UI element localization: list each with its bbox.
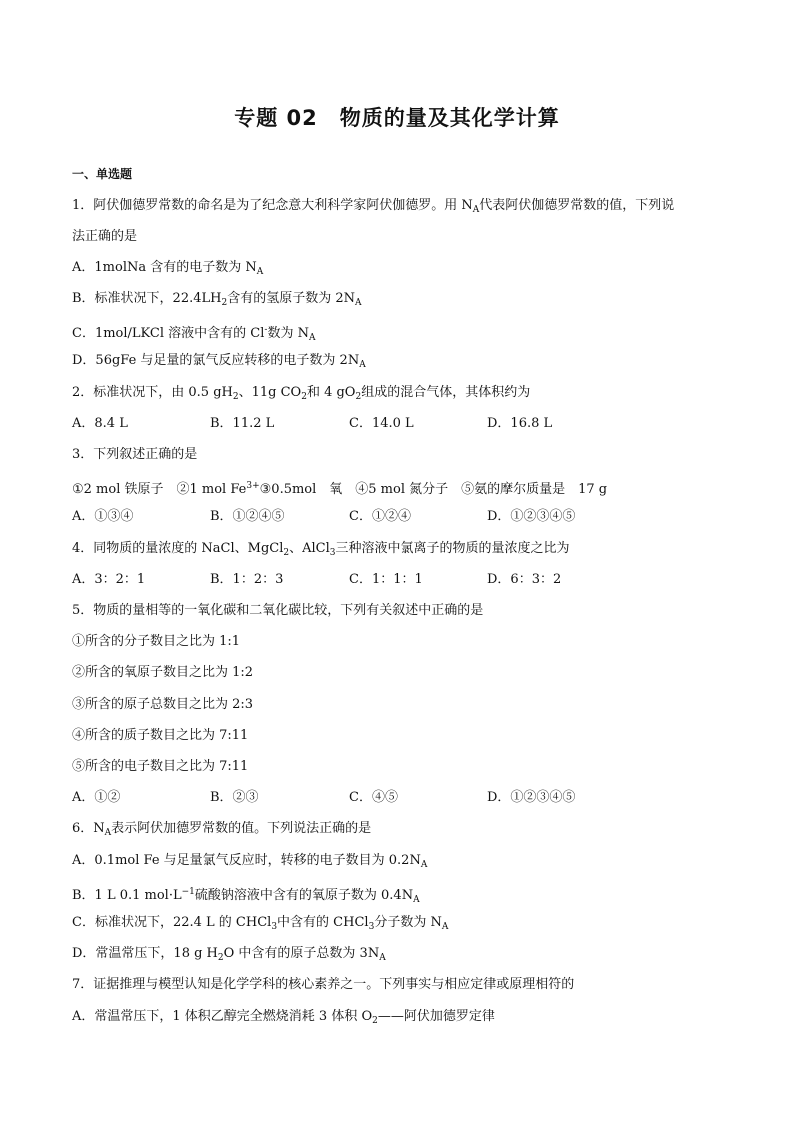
question-3-option-b: B．①②④⑤ xyxy=(210,509,285,524)
question-5-item-2: ②所含的氧原子数目之比为 1:2 xyxy=(72,665,254,680)
question-6-stem: 6．$N_A$表示阿伏加德罗常数的值。下列说法正确的是 xyxy=(72,821,372,838)
question-1-option-c: C．1mol/LKCl 溶液中含有的 Cl-数为 $N_A$ xyxy=(72,325,316,343)
question-1-stem: 1．阿伏伽德罗常数的命名是为了纪念意大利科学家阿伏伽德罗。用 $N_A$代表阿伏伽德罗常数的值，下列说 xyxy=(72,198,675,215)
question-6-option-a: A．0.1mol Fe 与足量氯气反应时，转移的电子数目为 $0.2N_A$ xyxy=(72,853,428,870)
question-2-option-d: D．16.8 L xyxy=(487,416,553,431)
question-2-option-b: B．11.2 L xyxy=(210,416,275,431)
question-5-option-b: B．②③ xyxy=(210,790,259,805)
question-2-stem: 2．标准状况下，由 0.5 $gH_2$、11g $CO_2$和 4 $gO_2$组成的混合气体，其体积约为 xyxy=(72,385,531,402)
section-heading: 一、单选题 xyxy=(72,167,133,181)
question-1-option-b: B．标准状况下，$22.4LH_2$含有的氢原子数为 $2N_A$ xyxy=(72,291,362,308)
question-4-option-d: D．6：3：2 xyxy=(487,572,562,587)
question-3-option-c: C．①②④ xyxy=(349,509,411,524)
question-4-option-b: B．1：2：3 xyxy=(210,572,284,587)
question-6-option-c: C．标准状况下，22.4 L 的 CHCl$_3$中含有的 CHCl$_3$分子数为 $N_A$ xyxy=(72,915,449,932)
question-3-option-d: D．①②③④⑤ xyxy=(487,509,576,524)
question-3-items: ①2 mol 铁原子 ②1 mol $Fe^{3+}③0.5mol$ 氧 ④5 mol 氮分子 ⑤氨的摩尔质量是 17 g xyxy=(72,481,608,497)
question-4-option-c: C．1：1：1 xyxy=(349,572,423,587)
page-title: 专题 02 物质的量及其化学计算 xyxy=(234,106,560,130)
question-3-option-a: A．①③④ xyxy=(72,509,134,524)
question-5-stem: 5．物质的量相等的一氧化碳和二氧化碳比较，下列有关叙述中正确的是 xyxy=(72,603,484,618)
question-1-option-a: A．1molNa 含有的电子数为 $N_A$ xyxy=(72,260,264,277)
question-2-option-c: C．14.0 L xyxy=(349,416,414,431)
question-4-option-a: A．3：2：1 xyxy=(72,572,146,587)
question-4-stem: 4．同物质的量浓度的 NaCl、MgCl$_2$、AlCl$_3$三种溶液中氯离子的物质的量浓度之比为 xyxy=(72,541,570,558)
question-1-stem-continued: 法正确的是 xyxy=(72,229,138,244)
question-5-item-4: ④所含的质子数目之比为 7:11 xyxy=(72,728,249,743)
question-5-option-d: D．①②③④⑤ xyxy=(487,790,576,805)
question-2-option-a: A．8.4 L xyxy=(72,416,128,431)
question-7-stem: 7．证据推理与模型认知是化学学科的核心素养之一。下列事实与相应定律或原理相符的 xyxy=(72,977,575,992)
question-6-option-d: D．常温常压下，18 g $H_2O$ 中含有的原子总数为 $3N_A$ xyxy=(72,946,386,963)
question-3-stem: 3．下列叙述正确的是 xyxy=(72,447,198,462)
question-7-option-a: A．常温常压下，1 体积乙醇完全燃烧消耗 3 体积 $O_2——$阿伏加德罗定律 xyxy=(72,1009,495,1026)
question-6-option-b: B．1 L 0.1 $mol\cdot L^{-1}$硫酸钠溶液中含有的氧原子数为 $0.4N_A$ xyxy=(72,887,420,905)
question-1-option-d: D．56gFe 与足量的氯气反应转移的电子数为 $2N_A$ xyxy=(72,353,366,370)
question-5-option-a: A．①② xyxy=(72,790,121,805)
question-5-option-c: C．④⑤ xyxy=(349,790,398,805)
question-5-item-5: ⑤所含的电子数目之比为 7:11 xyxy=(72,759,249,774)
question-5-item-1: ①所含的分子数目之比为 1:1 xyxy=(72,634,241,649)
question-5-item-3: ③所含的原子总数目之比为 2:3 xyxy=(72,697,254,712)
